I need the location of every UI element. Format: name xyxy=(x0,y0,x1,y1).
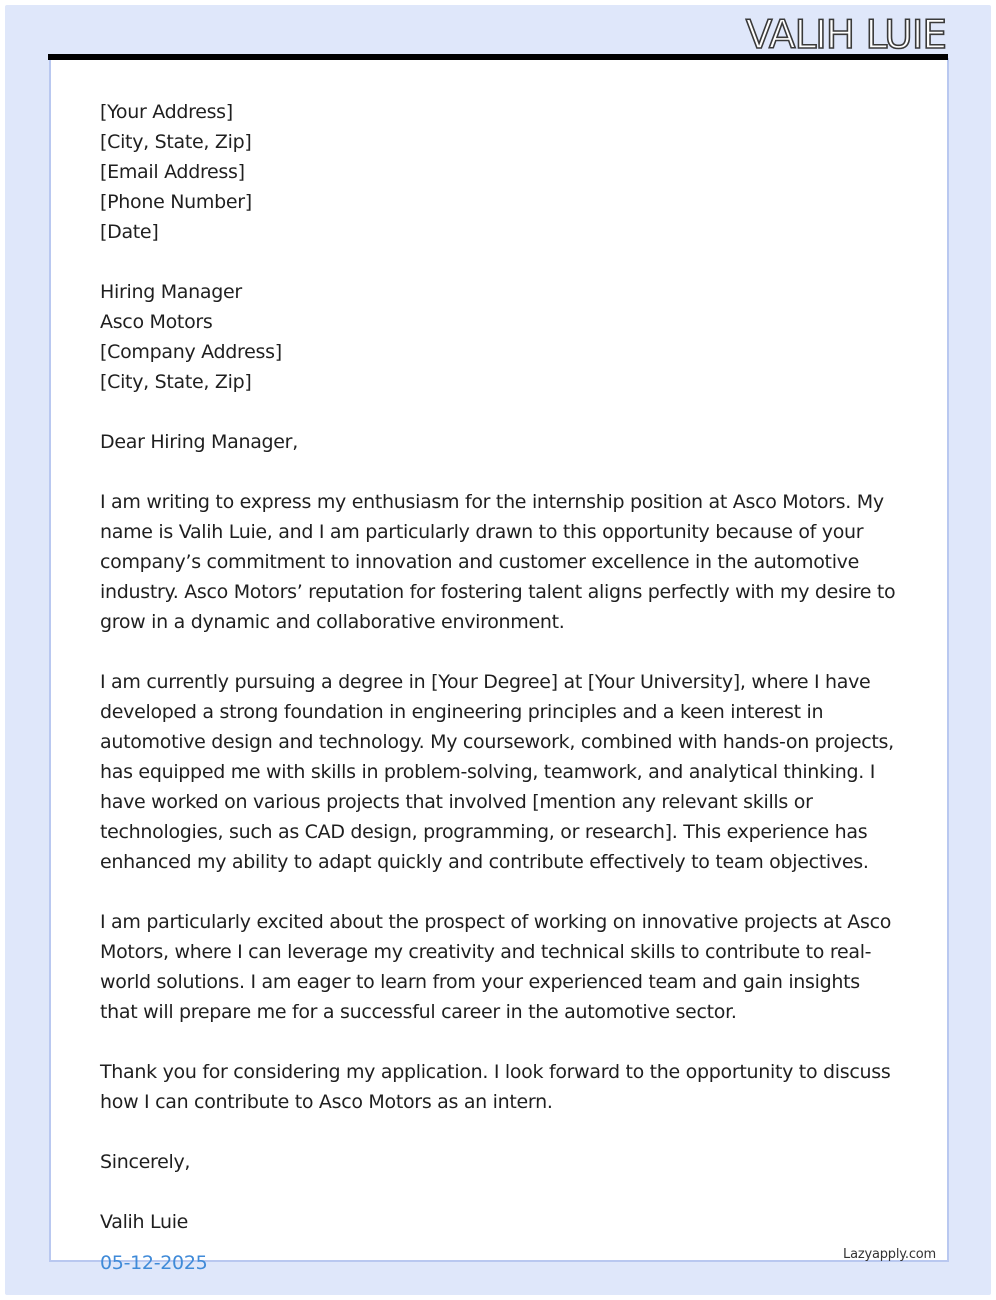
body-paragraph-1: I am writing to express my enthusiasm for the internship position at Asco Motors. My name is Valih Luie, and I am particularly drawn to this opportunity because of your company’s commitment to innovation and customer excellence in the automotive industry. Asco Motors’ reputation for fostering talent aligns perfectly with my desire to grow in a dynamic and collaborative environment. xyxy=(100,491,896,633)
salutation: Dear Hiring Manager, xyxy=(100,431,298,453)
sender-city-state-zip: [City, State, Zip] xyxy=(100,131,252,153)
body-paragraph-2: I am currently pursuing a degree in [Your Degree] at [Your University], where I have developed a strong foundation in engineering principles and a keen interest in automotive design and technology. My coursework, combined with hands-on projects, has equipped me with skills in problem-solving, teamwork, and analytical thinking. I have worked on various projects that involved [mention any relevant skills or technologies, such as CAD design, programming, or research]. This experience has enhanced my ability to adapt quickly and contribute effectively to team objectives. xyxy=(100,671,894,873)
sender-address: [Your Address] xyxy=(100,101,233,123)
closing: Sincerely, xyxy=(100,1151,191,1173)
footer-date: 05-12-2025 xyxy=(100,1252,208,1274)
signature: Valih Luie xyxy=(100,1211,189,1233)
watermark-text: Lazyapply.com xyxy=(843,1247,936,1262)
recipient-company: Asco Motors xyxy=(100,311,213,333)
sender-date: [Date] xyxy=(100,221,159,243)
sender-block xyxy=(100,97,900,247)
body-paragraph-4: Thank you for considering my application. I look forward to the opportunity to discuss how I can contribute to Asco Motors as an intern. xyxy=(100,1061,891,1113)
sender-phone: [Phone Number] xyxy=(100,191,252,213)
applicant-name-header: VALIH LUIE xyxy=(745,13,946,58)
recipient-block xyxy=(100,277,900,397)
cover-letter-body xyxy=(100,97,900,1237)
recipient-address: [Company Address] xyxy=(100,341,282,363)
recipient-title: Hiring Manager xyxy=(100,281,242,303)
recipient-city-state-zip: [City, State, Zip] xyxy=(100,371,252,393)
body-paragraph-3: I am particularly excited about the prospect of working on innovative projects at Asco Motors, where I can leverage my creativity and technical skills to contribute to real-world solutions. I am eager to learn from your experienced team and gain insights that will prepare me for a successful career in the automotive sector. xyxy=(100,911,892,1023)
sender-email: [Email Address] xyxy=(100,161,245,183)
